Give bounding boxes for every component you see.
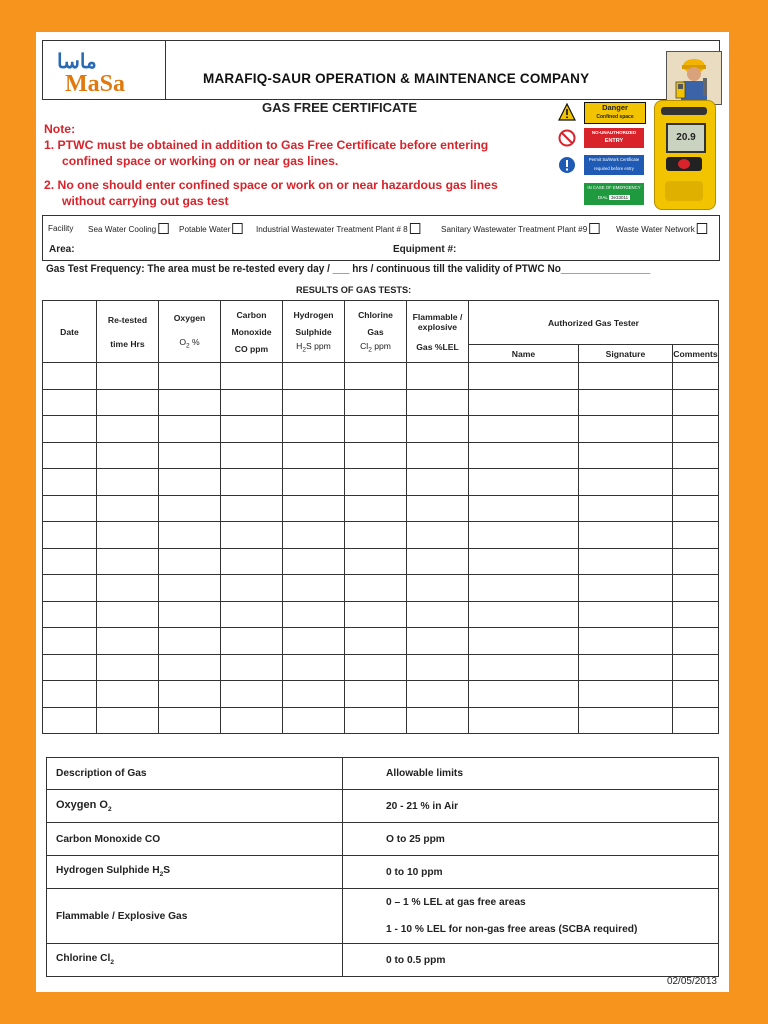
note-2	[44, 177, 556, 209]
entry-cell[interactable]	[159, 548, 221, 575]
table-row	[43, 442, 719, 469]
entry-cell[interactable]	[469, 601, 579, 628]
col-chlorine: Chlorine Gas $Cl_2$ ppm	[345, 301, 407, 363]
entry-cell[interactable]	[283, 601, 345, 628]
company-name: MARAFIQ-SAUR OPERATION & MAINTENANCE COMPANY	[203, 71, 590, 86]
entry-cell[interactable]	[97, 522, 159, 549]
entry-cell[interactable]	[345, 442, 407, 469]
entry-cell[interactable]	[97, 601, 159, 628]
col-signature: Signature	[579, 345, 673, 363]
col-name: Name	[469, 345, 579, 363]
certificate-title: GAS FREE CERTIFICATE	[262, 100, 418, 115]
entry-cell[interactable]	[673, 495, 719, 522]
entry-cell[interactable]	[579, 416, 673, 443]
dial-number: 3e33011	[610, 195, 629, 200]
equipment-label: Equipment #:	[393, 244, 457, 255]
facility-checkbox[interactable]	[589, 223, 599, 234]
gas-test-rows	[43, 363, 719, 734]
confined-label: Confined space	[596, 114, 634, 120]
warning-triangle-icon	[558, 103, 576, 121]
facility-option[interactable]: Sea Water Cooling	[88, 223, 169, 234]
entry-cell[interactable]	[579, 707, 673, 734]
entry-cell[interactable]	[159, 601, 221, 628]
gas-carbon-monoxide: Carbon Monoxide CO	[47, 823, 343, 856]
entry-cell[interactable]	[159, 707, 221, 734]
entry-cell[interactable]	[673, 707, 719, 734]
gas-detector-icon	[654, 100, 716, 210]
entry-cell[interactable]	[469, 575, 579, 602]
entry-cell[interactable]	[43, 628, 97, 655]
col-comments: Comments	[673, 345, 719, 363]
entry-cell[interactable]	[43, 681, 97, 708]
entry-cell[interactable]	[673, 601, 719, 628]
entry-cell[interactable]	[579, 522, 673, 549]
header	[42, 40, 720, 100]
limits-row	[47, 790, 719, 823]
entry-cell[interactable]	[283, 548, 345, 575]
entry-cell[interactable]	[673, 416, 719, 443]
entry-cell[interactable]	[673, 628, 719, 655]
entry-cell[interactable]	[159, 363, 221, 390]
entry-cell[interactable]	[579, 469, 673, 496]
limit-oxygen: 20 - 21 % in Air	[343, 790, 719, 823]
entry-cell[interactable]	[43, 654, 97, 681]
entry-cell[interactable]	[159, 495, 221, 522]
entry-cell[interactable]	[97, 654, 159, 681]
danger-label: Danger	[602, 103, 628, 112]
entry-cell[interactable]	[221, 363, 283, 390]
table-row	[43, 469, 719, 496]
entry-cell[interactable]	[579, 628, 673, 655]
entry-cell[interactable]	[43, 469, 97, 496]
entry-cell[interactable]	[221, 442, 283, 469]
entry-cell[interactable]	[407, 628, 469, 655]
entry-cell[interactable]	[221, 548, 283, 575]
table-row	[43, 495, 719, 522]
entry-cell[interactable]	[43, 575, 97, 602]
entry-cell[interactable]	[407, 389, 469, 416]
limit-flammable: 0 – 1 % LEL at gas free areas 1 - 10 % LEL for non-gas free areas (SCBA required)	[343, 889, 719, 944]
entry-cell[interactable]	[579, 442, 673, 469]
facility-option[interactable]: Waste Water Network	[616, 223, 707, 234]
gas-test-frequency: Gas Test Frequency: The area must be re-tested every day / ___ hrs / continuous till the validity of PTWC No________________	[46, 263, 651, 275]
entry-cell[interactable]	[97, 575, 159, 602]
certificate-sheet	[36, 32, 729, 992]
col-retested: Re-tested time Hrs	[97, 301, 159, 363]
entry-cell[interactable]	[97, 469, 159, 496]
entry-cell[interactable]	[673, 442, 719, 469]
entry-cell[interactable]	[221, 522, 283, 549]
note-2-line-1: 2. No one should enter confined space or work on or near hazardous gas lines	[44, 178, 498, 192]
entry-cell[interactable]	[673, 654, 719, 681]
limit-chlorine: 0 to 0.5 ppm	[343, 944, 719, 977]
facility-option[interactable]: Sanitary Wastewater Treatment Plant #9	[441, 223, 600, 234]
worker-with-gas-detector-icon	[666, 51, 722, 105]
entry-cell[interactable]	[469, 707, 579, 734]
entry-cell[interactable]	[97, 363, 159, 390]
entry-cell[interactable]	[345, 681, 407, 708]
entry-cell[interactable]	[469, 522, 579, 549]
gas-hydrogen-sulphide: Hydrogen Sulphide $H_2S$	[47, 856, 343, 889]
col-carbon-monoxide: Carbon Monoxide CO ppm	[221, 301, 283, 363]
entry-cell[interactable]	[407, 522, 469, 549]
entry-cell[interactable]	[221, 416, 283, 443]
entry-cell[interactable]	[283, 442, 345, 469]
entry-cell[interactable]	[159, 416, 221, 443]
facility-option[interactable]: Industrial Wastewater Treatment Plant # 8	[256, 223, 420, 234]
entry-cell[interactable]	[283, 469, 345, 496]
entry-cell[interactable]	[345, 363, 407, 390]
entry-cell[interactable]	[283, 681, 345, 708]
danger-sign	[556, 102, 646, 124]
entry-cell[interactable]	[159, 575, 221, 602]
col-hydrogen-sulphide: Hydrogen Sulphide $H_2S$ ppm	[283, 301, 345, 363]
entry-cell[interactable]	[283, 707, 345, 734]
entry-cell[interactable]	[407, 548, 469, 575]
gas-test-table	[42, 300, 719, 734]
entry-cell[interactable]	[579, 548, 673, 575]
entry-cell[interactable]	[221, 654, 283, 681]
header-divider	[165, 41, 166, 99]
table-row	[43, 548, 719, 575]
limits-row	[47, 856, 719, 889]
entry-cell[interactable]	[97, 495, 159, 522]
results-title: RESULTS OF GAS TESTS:	[296, 285, 412, 295]
entry-cell[interactable]	[345, 707, 407, 734]
col-authorized-tester: Authorized Gas Tester	[469, 301, 719, 345]
note-1-line-1: 1. PTWC must be obtained in addition to Gas Free Certificate before entering	[44, 138, 489, 152]
entry-cell[interactable]	[579, 495, 673, 522]
entry-cell[interactable]	[221, 628, 283, 655]
gas-oxygen: Oxygen $O_2$	[47, 790, 343, 823]
entry-cell[interactable]	[159, 654, 221, 681]
table-row	[43, 601, 719, 628]
entry-cell[interactable]	[97, 681, 159, 708]
entry-cell[interactable]	[159, 389, 221, 416]
entry-cell[interactable]	[407, 442, 469, 469]
safety-signs	[556, 100, 646, 208]
allowable-limits-header: Allowable limits	[343, 758, 719, 790]
entry-cell[interactable]	[97, 416, 159, 443]
facility-label: Facility	[48, 223, 74, 233]
permit-label-2: required before entry	[594, 166, 634, 171]
entry-cell[interactable]	[673, 363, 719, 390]
entry-cell[interactable]	[43, 442, 97, 469]
entry-cell[interactable]	[673, 575, 719, 602]
entry-cell[interactable]	[43, 495, 97, 522]
entry-cell[interactable]	[283, 363, 345, 390]
entry-cell[interactable]	[673, 681, 719, 708]
detector-display: 20.9	[666, 123, 706, 153]
entry-cell[interactable]	[407, 601, 469, 628]
table-row	[43, 575, 719, 602]
document-date: 02/05/2013	[666, 976, 717, 987]
limits-header-row	[47, 758, 719, 790]
entry-cell[interactable]	[283, 522, 345, 549]
entry-cell[interactable]	[43, 601, 97, 628]
entry-cell[interactable]	[221, 469, 283, 496]
entry-cell[interactable]	[221, 389, 283, 416]
entry-cell[interactable]	[283, 654, 345, 681]
entry-cell[interactable]	[407, 363, 469, 390]
entry-cell[interactable]	[469, 495, 579, 522]
entry-cell[interactable]	[345, 575, 407, 602]
entry-cell[interactable]	[345, 495, 407, 522]
entry-cell[interactable]	[469, 416, 579, 443]
entry-cell[interactable]	[345, 601, 407, 628]
entry-cell[interactable]	[469, 389, 579, 416]
entry-cell[interactable]	[43, 548, 97, 575]
emergency-sign	[556, 183, 646, 205]
entry-cell[interactable]	[97, 548, 159, 575]
facility-option[interactable]: Potable Water	[179, 223, 243, 234]
col-oxygen: Oxygen $O_2$ %	[159, 301, 221, 363]
facility-checkbox[interactable]	[697, 223, 707, 234]
entry-cell[interactable]	[43, 416, 97, 443]
note-1	[44, 137, 556, 169]
entry-cell[interactable]	[345, 389, 407, 416]
entry-cell[interactable]	[159, 628, 221, 655]
entry-cell[interactable]	[221, 707, 283, 734]
entry-cell[interactable]	[345, 628, 407, 655]
mandatory-info-icon	[558, 156, 576, 174]
entry-cell[interactable]	[673, 522, 719, 549]
table-row	[43, 681, 719, 708]
entry-cell[interactable]	[469, 548, 579, 575]
entry-cell[interactable]	[407, 416, 469, 443]
entry-cell[interactable]	[221, 495, 283, 522]
entry-cell[interactable]	[579, 363, 673, 390]
entry-cell[interactable]	[469, 469, 579, 496]
entry-cell[interactable]	[673, 469, 719, 496]
entry-cell[interactable]	[579, 681, 673, 708]
entry-cell[interactable]	[97, 707, 159, 734]
col-date: Date	[43, 301, 97, 363]
entry-cell[interactable]	[579, 601, 673, 628]
facility-checkbox[interactable]	[158, 223, 168, 234]
entry-cell[interactable]	[345, 416, 407, 443]
entry-cell[interactable]	[221, 601, 283, 628]
entry-cell[interactable]	[345, 548, 407, 575]
entry-cell[interactable]	[159, 442, 221, 469]
note-1-line-2: confined space or working on or near gas lines.	[62, 154, 339, 168]
entry-cell[interactable]	[673, 548, 719, 575]
note-heading: Note:	[44, 122, 76, 136]
no-entry-icon	[558, 129, 576, 147]
table-row	[43, 628, 719, 655]
gas-description-header: Description of Gas	[47, 758, 343, 790]
limits-row	[47, 889, 719, 944]
no-entry-label-2: ENTRY	[604, 138, 624, 144]
entry-cell[interactable]	[407, 707, 469, 734]
entry-cell[interactable]	[345, 469, 407, 496]
table-row	[43, 389, 719, 416]
entry-cell[interactable]	[579, 575, 673, 602]
entry-cell[interactable]	[407, 495, 469, 522]
logo-arabic: ماسا	[57, 51, 97, 73]
table-row	[43, 707, 719, 734]
table-row	[43, 522, 719, 549]
permit-sign	[556, 155, 646, 177]
entry-cell[interactable]	[43, 707, 97, 734]
entry-cell[interactable]	[97, 442, 159, 469]
table-row	[43, 416, 719, 443]
facility-checkbox[interactable]	[410, 223, 420, 234]
entry-cell[interactable]	[407, 469, 469, 496]
entry-cell[interactable]	[469, 628, 579, 655]
gas-chlorine: Chlorine $Cl_2$	[47, 944, 343, 977]
limit-carbon-monoxide: O to 25 ppm	[343, 823, 719, 856]
area-label: Area:	[49, 244, 75, 255]
entry-cell[interactable]	[283, 628, 345, 655]
entry-cell[interactable]	[97, 389, 159, 416]
permit-label-1: Permit Sa/Work Certificate	[588, 157, 640, 162]
entry-cell[interactable]	[469, 654, 579, 681]
dial-label: DIAL	[597, 195, 608, 200]
entry-cell[interactable]	[407, 654, 469, 681]
entry-cell[interactable]	[283, 575, 345, 602]
logo: MaSa	[65, 71, 125, 97]
entry-cell[interactable]	[407, 681, 469, 708]
no-entry-label-1: NO-UNAUTHORIZED	[591, 130, 637, 135]
entry-cell[interactable]	[221, 575, 283, 602]
entry-cell[interactable]	[579, 654, 673, 681]
entry-cell[interactable]	[97, 628, 159, 655]
no-entry-sign	[556, 128, 646, 150]
entry-cell[interactable]	[469, 681, 579, 708]
entry-cell[interactable]	[283, 416, 345, 443]
col-flammable: Flammable / explosive Gas %LEL	[407, 301, 469, 363]
entry-cell[interactable]	[43, 363, 97, 390]
limits-row	[47, 823, 719, 856]
entry-cell[interactable]	[345, 522, 407, 549]
limits-row	[47, 944, 719, 977]
gas-flammable: Flammable / Explosive Gas	[47, 889, 343, 944]
entry-cell[interactable]	[43, 522, 97, 549]
entry-cell[interactable]	[469, 442, 579, 469]
emergency-label: IN CASE OF EMERGENCY	[587, 185, 641, 190]
entry-cell[interactable]	[469, 363, 579, 390]
facility-section	[42, 215, 720, 261]
entry-cell[interactable]	[43, 389, 97, 416]
limit-hydrogen-sulphide: 0 to 10 ppm	[343, 856, 719, 889]
entry-cell[interactable]	[407, 575, 469, 602]
entry-cell[interactable]	[159, 522, 221, 549]
entry-cell[interactable]	[159, 681, 221, 708]
entry-cell[interactable]	[283, 495, 345, 522]
entry-cell[interactable]	[283, 389, 345, 416]
entry-cell[interactable]	[345, 654, 407, 681]
entry-cell[interactable]	[159, 469, 221, 496]
entry-cell[interactable]	[579, 389, 673, 416]
allowable-limits-table	[46, 757, 719, 977]
note-2-line-2: without carrying out gas test	[62, 194, 229, 208]
facility-checkbox[interactable]	[232, 223, 242, 234]
table-row	[43, 363, 719, 390]
entry-cell[interactable]	[673, 389, 719, 416]
table-row	[43, 654, 719, 681]
entry-cell[interactable]	[221, 681, 283, 708]
